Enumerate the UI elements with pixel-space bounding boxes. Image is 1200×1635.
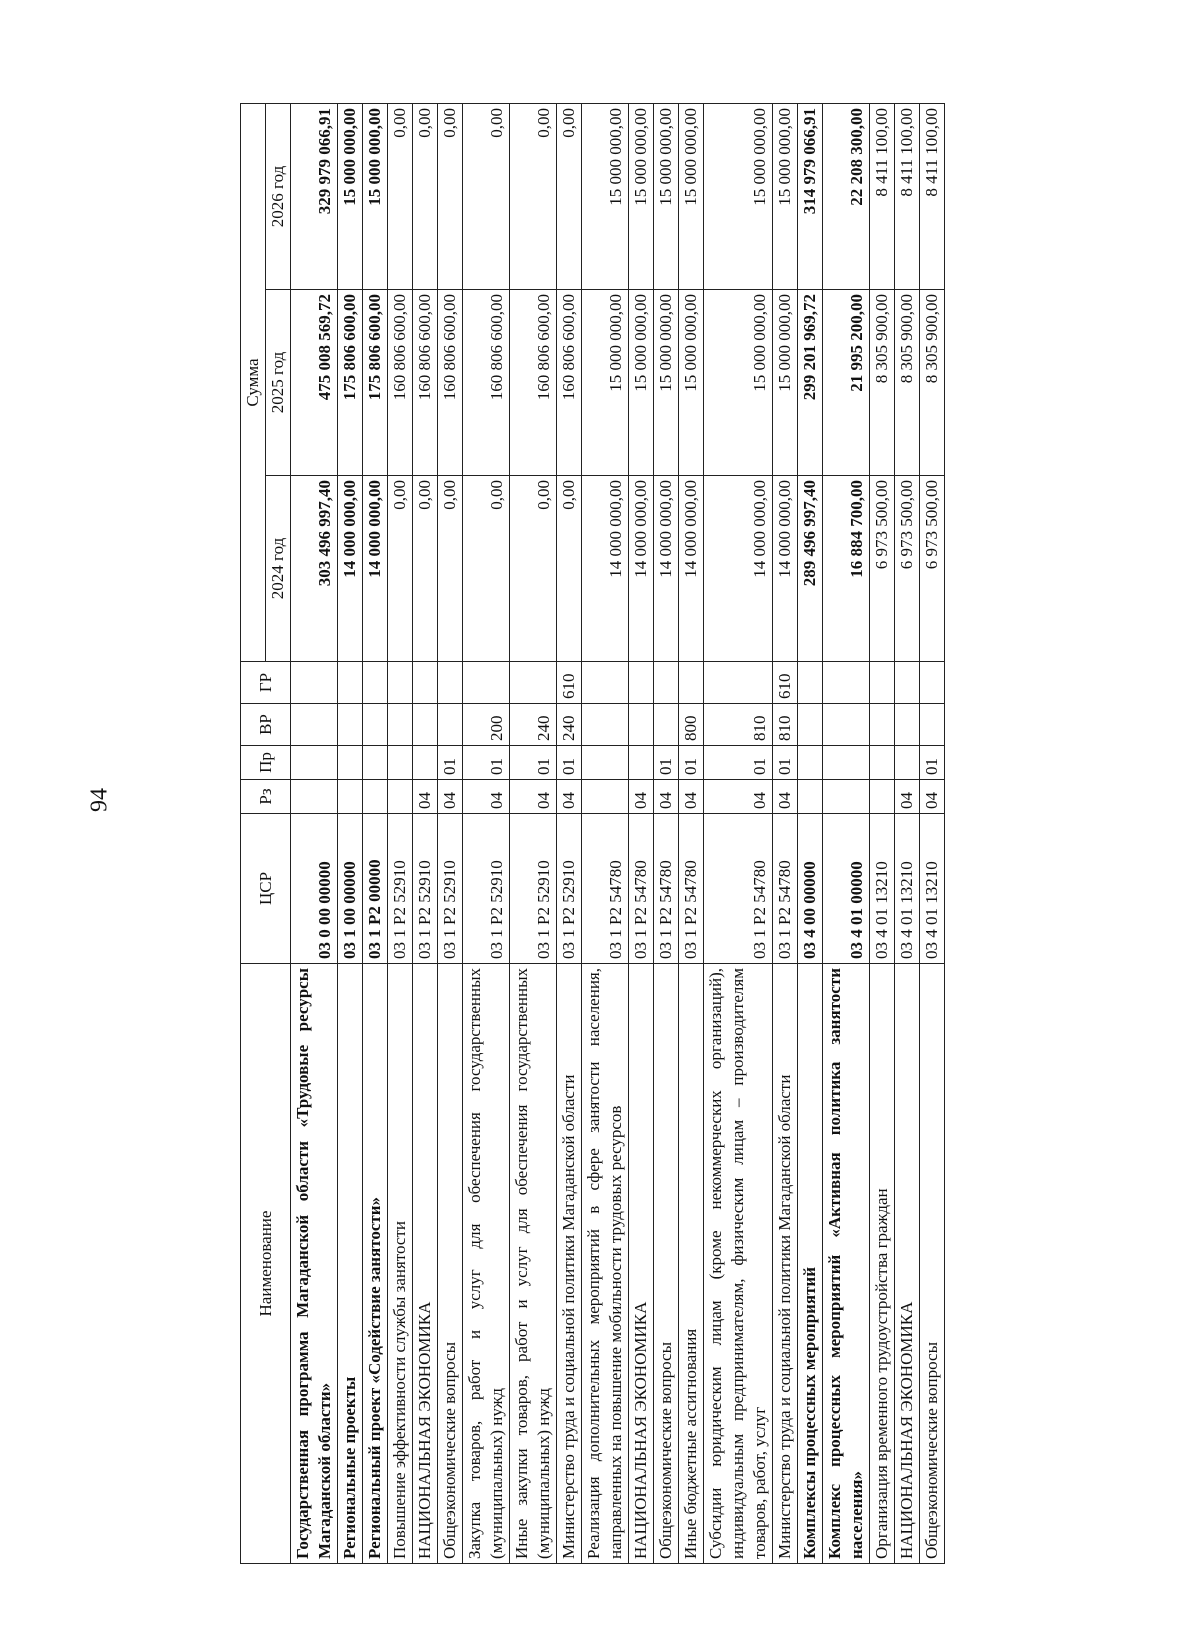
table-row [704,104,773,1564]
cell-vr: 240 [510,704,557,746]
cell-vr [413,704,438,746]
cell-vr [629,704,654,746]
cell-vr [438,704,463,746]
cell-2026: 0,00 [510,104,557,290]
cell-2024: 14 000 000,00 [654,476,679,662]
cell-csr: 03 1 Р2 54780 [629,814,654,964]
cell-2025: 160 806 600,00 [388,290,413,476]
cell-vr: 240 [557,704,582,746]
cell-gr [920,662,945,704]
cell-2025: 8 305 900,00 [920,290,945,476]
header-csr: ЦСР [241,814,291,964]
cell-rz: 04 [463,780,510,814]
cell-gr [438,662,463,704]
cell-gr [629,662,654,704]
cell-2025: 475 008 569,72 [291,290,338,476]
cell-2025: 15 000 000,00 [582,290,629,476]
cell-name: НАЦИОНАЛЬНАЯ ЭКОНОМИКА [629,964,654,1564]
cell-csr: 03 1 Р2 54780 [582,814,629,964]
cell-2026: 0,00 [413,104,438,290]
cell-2025: 160 806 600,00 [413,290,438,476]
cell-csr: 03 1 Р2 52910 [388,814,413,964]
cell-2024: 6 973 500,00 [870,476,895,662]
header-year-2026: 2026 год [266,104,291,290]
table-row [413,104,438,1564]
cell-2026: 0,00 [463,104,510,290]
table-row [773,104,798,1564]
cell-pr [798,746,823,780]
cell-2026: 15 000 000,00 [773,104,798,290]
cell-csr: 03 4 00 00000 [798,814,823,964]
cell-gr [363,662,388,704]
cell-2025: 8 305 900,00 [895,290,920,476]
header-pr: Пр [241,746,291,780]
cell-vr [870,704,895,746]
cell-name: Государственная программа Магаданской области «Трудовые ресурсы Магаданской области» [291,964,338,1564]
cell-rz: 04 [629,780,654,814]
cell-pr [895,746,920,780]
table-row [654,104,679,1564]
cell-2026: 15 000 000,00 [629,104,654,290]
cell-vr [582,704,629,746]
cell-vr: 810 [773,704,798,746]
cell-2024: 289 496 997,40 [798,476,823,662]
cell-pr: 01 [773,746,798,780]
cell-gr [291,662,338,704]
cell-2024: 14 000 000,00 [363,476,388,662]
cell-2026: 15 000 000,00 [704,104,773,290]
cell-2024: 14 000 000,00 [338,476,363,662]
cell-name: Общеэкономические вопросы [438,964,463,1564]
cell-2024: 6 973 500,00 [920,476,945,662]
cell-vr: 810 [704,704,773,746]
cell-csr: 03 1 Р2 54780 [704,814,773,964]
cell-2024: 14 000 000,00 [704,476,773,662]
cell-2025: 15 000 000,00 [679,290,704,476]
table-row [798,104,823,1564]
cell-2025: 160 806 600,00 [438,290,463,476]
cell-pr: 01 [920,746,945,780]
cell-rz: 04 [704,780,773,814]
table-row [679,104,704,1564]
cell-csr: 03 1 Р2 54780 [679,814,704,964]
cell-gr [895,662,920,704]
cell-csr: 03 1 Р2 52910 [438,814,463,964]
cell-gr [679,662,704,704]
cell-pr: 01 [654,746,679,780]
cell-2025: 15 000 000,00 [654,290,679,476]
cell-2024: 14 000 000,00 [679,476,704,662]
cell-csr: 03 1 Р2 52910 [557,814,582,964]
table-row [463,104,510,1564]
cell-gr [823,662,870,704]
cell-pr: 01 [679,746,704,780]
table-row [388,104,413,1564]
budget-table [240,103,945,1564]
cell-2024: 14 000 000,00 [582,476,629,662]
table-row [629,104,654,1564]
cell-csr: 03 4 01 00000 [823,814,870,964]
cell-vr [363,704,388,746]
cell-name: Организация временного трудоустройства граждан [870,964,895,1564]
cell-pr: 01 [438,746,463,780]
cell-2026: 15 000 000,00 [582,104,629,290]
cell-2026: 8 411 100,00 [870,104,895,290]
cell-rz: 04 [438,780,463,814]
table-header [241,104,291,1564]
cell-csr: 03 1 Р2 52910 [463,814,510,964]
cell-2024: 0,00 [557,476,582,662]
cell-2025: 160 806 600,00 [510,290,557,476]
cell-2025: 15 000 000,00 [704,290,773,476]
table-body [291,104,945,1564]
cell-pr [823,746,870,780]
cell-csr: 03 1 Р2 52910 [413,814,438,964]
cell-2024: 14 000 000,00 [773,476,798,662]
cell-rz: 04 [773,780,798,814]
cell-gr [413,662,438,704]
cell-vr [920,704,945,746]
cell-pr [388,746,413,780]
cell-rz [582,780,629,814]
cell-2025: 15 000 000,00 [773,290,798,476]
table-row [291,104,338,1564]
cell-rz [823,780,870,814]
cell-csr: 03 1 00 00000 [338,814,363,964]
cell-2024: 16 884 700,00 [823,476,870,662]
cell-2025: 21 995 200,00 [823,290,870,476]
table-row [510,104,557,1564]
cell-2026: 15 000 000,00 [338,104,363,290]
rotated-table-wrapper [240,104,1140,1564]
cell-2024: 303 496 997,40 [291,476,338,662]
cell-2026: 22 208 300,00 [823,104,870,290]
cell-2026: 0,00 [388,104,413,290]
cell-name: Региональный проект «Содействие занятости» [363,964,388,1564]
cell-name: Реализация дополнительных мероприятий в сфере занятости населения, направленных на повышение мобильности трудовых ресурсов [582,964,629,1564]
cell-gr: 610 [557,662,582,704]
table-row [582,104,629,1564]
header-year-2024: 2024 год [266,476,291,662]
cell-rz [363,780,388,814]
cell-gr [798,662,823,704]
cell-2024: 6 973 500,00 [895,476,920,662]
cell-2026: 15 000 000,00 [654,104,679,290]
cell-rz [870,780,895,814]
cell-2025: 15 000 000,00 [629,290,654,476]
cell-pr [413,746,438,780]
cell-2026: 0,00 [438,104,463,290]
cell-2024: 14 000 000,00 [629,476,654,662]
table-row [870,104,895,1564]
cell-2024: 0,00 [463,476,510,662]
cell-2025: 175 806 600,00 [363,290,388,476]
header-year-2025: 2025 год [266,290,291,476]
cell-pr: 01 [463,746,510,780]
cell-vr: 800 [679,704,704,746]
cell-gr [338,662,363,704]
cell-gr [463,662,510,704]
table-row [557,104,582,1564]
cell-pr [870,746,895,780]
cell-csr: 03 1 Р2 54780 [654,814,679,964]
cell-gr [654,662,679,704]
cell-name: Региональные проекты [338,964,363,1564]
header-vr: ВР [241,704,291,746]
cell-2026: 0,00 [557,104,582,290]
cell-csr: 03 0 00 00000 [291,814,338,964]
cell-gr [510,662,557,704]
cell-name: Общеэкономические вопросы [920,964,945,1564]
cell-rz [798,780,823,814]
cell-name: Субсидии юридическим лицам (кроме некоммерческих организаций), индивидуальным предпринимателям, физическим лицам – производителям товаров, работ, услуг [704,964,773,1564]
cell-name: НАЦИОНАЛЬНАЯ ЭКОНОМИКА [895,964,920,1564]
cell-csr: 03 1 Р2 52910 [510,814,557,964]
cell-csr: 03 4 01 13210 [920,814,945,964]
cell-2026: 8 411 100,00 [920,104,945,290]
cell-2026: 15 000 000,00 [679,104,704,290]
cell-pr: 01 [557,746,582,780]
cell-2025: 160 806 600,00 [463,290,510,476]
cell-2025: 299 201 969,72 [798,290,823,476]
cell-2024: 0,00 [438,476,463,662]
cell-pr [363,746,388,780]
cell-vr [895,704,920,746]
cell-csr: 03 4 01 13210 [895,814,920,964]
cell-vr: 200 [463,704,510,746]
cell-gr [870,662,895,704]
cell-name: Иные бюджетные ассигнования [679,964,704,1564]
cell-gr [704,662,773,704]
cell-2026: 8 411 100,00 [895,104,920,290]
cell-vr [798,704,823,746]
cell-2024: 0,00 [388,476,413,662]
cell-name: Комплекс процессных мероприятий «Активная политика занятости населения» [823,964,870,1564]
cell-vr [338,704,363,746]
cell-vr [823,704,870,746]
cell-gr: 610 [773,662,798,704]
table-row [438,104,463,1564]
cell-rz: 04 [679,780,704,814]
table-row [338,104,363,1564]
cell-rz: 04 [557,780,582,814]
table-row [823,104,870,1564]
cell-pr [338,746,363,780]
cell-vr [291,704,338,746]
cell-rz: 04 [895,780,920,814]
cell-pr: 01 [510,746,557,780]
cell-name: Комплексы процессных мероприятий [798,964,823,1564]
cell-name: Закупка товаров, работ и услуг для обеспечения государственных (муниципальных) нужд [463,964,510,1564]
cell-name: Иные закупки товаров, работ и услуг для обеспечения государственных (муниципальных) нужд [510,964,557,1564]
cell-pr [582,746,629,780]
cell-2025: 175 806 600,00 [338,290,363,476]
cell-2026: 15 000 000,00 [363,104,388,290]
cell-2026: 314 979 066,91 [798,104,823,290]
header-name: Наименование [241,964,291,1564]
cell-pr: 01 [704,746,773,780]
cell-name: Министерство труда и социальной политики Магаданской области [557,964,582,1564]
cell-vr [654,704,679,746]
cell-name: НАЦИОНАЛЬНАЯ ЭКОНОМИКА [413,964,438,1564]
cell-name: Общеэкономические вопросы [654,964,679,1564]
cell-rz [291,780,338,814]
cell-rz [388,780,413,814]
cell-csr: 03 1 Р2 54780 [773,814,798,964]
table-row [363,104,388,1564]
cell-csr: 03 4 01 13210 [870,814,895,964]
cell-gr [388,662,413,704]
header-gr: ГР [241,662,291,704]
cell-rz: 04 [920,780,945,814]
cell-rz [338,780,363,814]
cell-name: Министерство труда и социальной политики Магаданской области [773,964,798,1564]
cell-name: Повышение эффективности службы занятости [388,964,413,1564]
cell-gr [582,662,629,704]
header-rz: Рз [241,780,291,814]
cell-2025: 160 806 600,00 [557,290,582,476]
cell-2026: 329 979 066,91 [291,104,338,290]
page-number: 94 [86,788,113,812]
cell-vr [388,704,413,746]
table-row [920,104,945,1564]
cell-2025: 8 305 900,00 [870,290,895,476]
cell-csr: 03 1 Р2 00000 [363,814,388,964]
cell-pr [291,746,338,780]
cell-2024: 0,00 [510,476,557,662]
cell-rz: 04 [413,780,438,814]
table-row [895,104,920,1564]
header-sum: Сумма [241,104,266,662]
cell-2024: 0,00 [413,476,438,662]
cell-rz: 04 [510,780,557,814]
cell-pr [629,746,654,780]
cell-rz: 04 [654,780,679,814]
